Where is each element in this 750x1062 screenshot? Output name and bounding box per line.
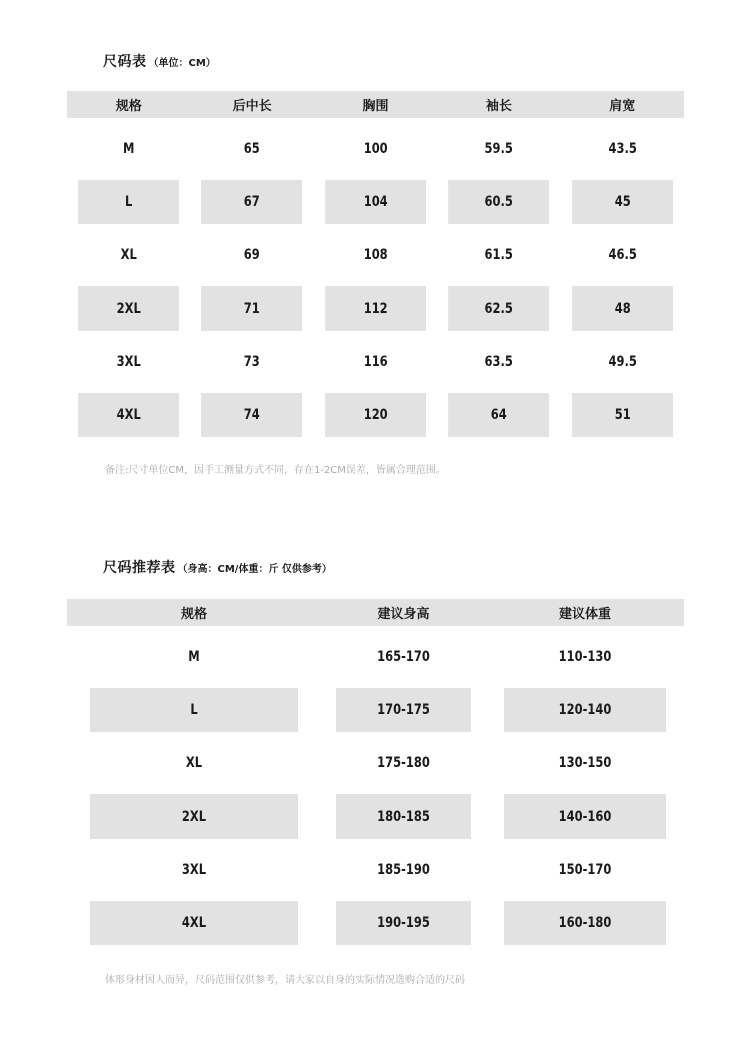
table-cell: 64 [448, 393, 549, 437]
table-cell: 69 [244, 247, 261, 264]
table-cell: 2XL [90, 794, 298, 838]
table-cell: 67 [201, 180, 302, 224]
table-cell: 180-185 [336, 794, 471, 838]
size-table-title-text: 尺码表 [103, 54, 147, 70]
table-cell: XL [120, 247, 137, 264]
table-cell: 51 [572, 393, 673, 437]
table-cell: 140-160 [504, 794, 666, 838]
table-cell: 45 [572, 180, 673, 224]
table-cell: 150-170 [558, 861, 612, 878]
table-cell: 73 [244, 353, 261, 370]
header-cell: 规格 [67, 91, 190, 118]
table-row [67, 732, 684, 794]
table-cell: 4XL [90, 901, 298, 945]
table-cell: 2XL [78, 286, 179, 330]
table-cell: 63.5 [484, 353, 514, 370]
table-row [67, 901, 684, 945]
table-row [67, 331, 684, 393]
header-cell: 建议身高 [321, 599, 486, 626]
recommend-table-section [67, 556, 684, 986]
table-cell: 62.5 [448, 286, 549, 330]
table-cell: 165-170 [377, 649, 430, 665]
table-row [67, 118, 684, 180]
recommend-table-header-row [67, 599, 684, 626]
table-cell: 3XL [181, 861, 207, 878]
size-table [67, 91, 684, 437]
size-table-note: 备注:尺寸单位CM，因手工测量方式不同，存在1-2CM误差，皆属合理范围。 [105, 465, 446, 477]
table-cell: 59.5 [484, 141, 514, 157]
table-cell: 100 [363, 141, 388, 157]
table-cell: 112 [325, 286, 426, 330]
table-cell: 160-180 [504, 901, 666, 945]
table-cell: 190-195 [336, 901, 471, 945]
table-cell: 130-150 [558, 755, 612, 772]
table-row [67, 626, 684, 688]
table-cell: 110-130 [558, 649, 612, 665]
table-cell: 104 [325, 180, 426, 224]
table-cell: XL [185, 755, 203, 772]
table-cell: 116 [363, 353, 388, 370]
table-cell: 120-140 [504, 688, 666, 732]
recommend-table [67, 599, 684, 945]
table-cell: 61.5 [484, 247, 514, 264]
table-row [67, 286, 684, 330]
recommend-table-unit: （身高：CM/体重：斤 仅供参考） [177, 564, 332, 575]
recommend-table-title-text: 尺码推荐表 [103, 560, 176, 576]
table-cell: 60.5 [448, 180, 549, 224]
table-cell: 4XL [78, 393, 179, 437]
table-cell: M [122, 141, 135, 157]
table-cell: 3XL [116, 353, 141, 370]
table-cell: 175-180 [377, 755, 430, 772]
table-cell: 74 [201, 393, 302, 437]
table-cell: 48 [572, 286, 673, 330]
table-row [67, 839, 684, 901]
table-cell: 65 [244, 141, 261, 157]
size-table-header-row [67, 91, 684, 118]
size-table-unit: （单位：CM） [148, 58, 216, 69]
header-cell: 建议体重 [486, 599, 684, 626]
header-cell: 胸围 [314, 91, 437, 118]
recommend-table-title [103, 556, 684, 578]
table-cell: 170-175 [336, 688, 471, 732]
table-row [67, 794, 684, 838]
table-row [67, 224, 684, 286]
table-cell: M [188, 649, 200, 665]
header-cell: 规格 [67, 599, 321, 626]
table-cell: L [78, 180, 179, 224]
table-row [67, 180, 684, 224]
table-cell: 108 [363, 247, 388, 264]
size-table-title [103, 50, 684, 72]
table-cell: 120 [325, 393, 426, 437]
table-cell: 43.5 [608, 141, 637, 157]
table-cell: 49.5 [608, 353, 637, 370]
recommend-table-note: 体形身材因人而异，尺码范围仅供参考，请大家以自身的实际情况选购合适的尺码 [105, 975, 465, 987]
table-cell: 185-190 [377, 861, 430, 878]
table-row [67, 393, 684, 437]
table-cell: 46.5 [608, 247, 637, 264]
table-row [67, 688, 684, 732]
size-table-section [67, 50, 684, 476]
header-cell: 肩宽 [561, 91, 684, 118]
header-cell: 后中长 [190, 91, 313, 118]
table-cell: 71 [201, 286, 302, 330]
table-cell: L [90, 688, 298, 732]
header-cell: 袖长 [437, 91, 560, 118]
